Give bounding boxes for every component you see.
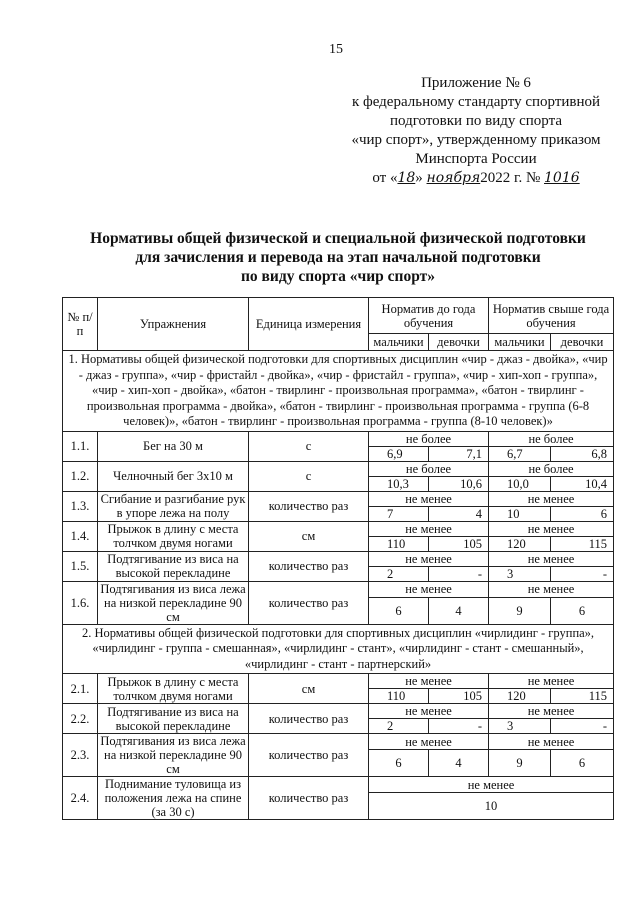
value-girls-first: - — [429, 719, 489, 734]
value-boys-first: 6,9 — [369, 446, 429, 461]
exercise-name: Подтягивание из виса на высокой перекладине — [98, 704, 249, 734]
value-boys-first: 6 — [369, 597, 429, 624]
unit: см — [249, 674, 369, 704]
value-girls-later: 115 — [551, 689, 614, 704]
exercise-name: Прыжок в длину с места толчком двумя ногами — [98, 674, 249, 704]
condition: не менее — [369, 551, 489, 566]
unit: с — [249, 461, 369, 491]
condition: не менее — [489, 581, 614, 597]
value-boys-first: 2 — [369, 719, 429, 734]
header-boys: мальчики — [369, 334, 429, 351]
value-girls-later: 10,4 — [551, 476, 614, 491]
table-row — [63, 431, 614, 446]
condition: не менее — [489, 521, 614, 536]
header-girls: девочки — [429, 334, 489, 351]
value-boys-later: 120 — [489, 536, 551, 551]
row-number: 1.4. — [63, 521, 98, 551]
value-boys-later: 9 — [489, 597, 551, 624]
row-number: 1.1. — [63, 431, 98, 461]
value-boys-first: 7 — [369, 506, 429, 521]
appendix-line: Минспорта России — [415, 151, 537, 167]
date-mid: » — [415, 170, 423, 186]
standards-table — [62, 297, 614, 820]
condition: не более — [369, 431, 489, 446]
header-boys: мальчики — [489, 334, 551, 351]
unit: количество раз — [249, 734, 369, 777]
value-boys-later: 120 — [489, 689, 551, 704]
header-girls: девочки — [551, 334, 614, 351]
value-boys-first: 2 — [369, 566, 429, 581]
row-number: 2.4. — [63, 777, 98, 820]
value-girls-first: 4 — [429, 750, 489, 777]
appendix-line: к федеральному стандарту спортивной — [351, 94, 601, 110]
title-line: для зачисления и перевода на этап начальной подготовки — [135, 249, 541, 266]
value-boys-first: 10,3 — [369, 476, 429, 491]
value-boys-later: 3 — [489, 566, 551, 581]
exercise-name: Челночный бег 3х10 м — [98, 461, 249, 491]
page-number: 15 — [329, 42, 343, 57]
value-girls-first: 105 — [429, 536, 489, 551]
table-row — [63, 777, 614, 793]
value-girls-later: - — [551, 719, 614, 734]
value-girls-first: 7,1 — [429, 446, 489, 461]
exercise-name: Бег на 30 м — [98, 431, 249, 461]
value-girls-later: 6 — [551, 750, 614, 777]
header-exercise: Упражнения — [98, 298, 249, 351]
value-boys-later: 10 — [489, 506, 551, 521]
handwritten-order-number: 1016 — [544, 170, 580, 186]
condition: не менее — [369, 521, 489, 536]
value-girls-first: 10,6 — [429, 476, 489, 491]
condition: не менее — [369, 491, 489, 506]
unit: с — [249, 431, 369, 461]
table-row — [63, 581, 614, 597]
date-year: 2022 г. № — [480, 170, 541, 186]
value-boys-later: 9 — [489, 750, 551, 777]
handwritten-day: 18 — [397, 170, 416, 186]
section-title: 1. Нормативы общей физической подготовки для спортивных дисциплин «чир - джаз - двойка», «чир - джаз - группа», «чир - фристайл - двойка», «чир - фристайл - группа», «чир - хип-хоп - группа», «чир - хип-хоп - двойка», «батон - твирлинг - произвольная программа», «батон - твирлинг - произвольная программа - двойка», «батон - твирлинг - произвольная программа - группа (6-8 человек)», «батон - твирлинг - произвольная программа - группа (8-10 человек)» — [63, 351, 614, 432]
condition: не менее — [369, 704, 489, 719]
unit: количество раз — [249, 581, 369, 624]
value-boys-first: 110 — [369, 689, 429, 704]
value-girls-first: - — [429, 566, 489, 581]
table-row — [63, 704, 614, 719]
value-girls-first: 4 — [429, 597, 489, 624]
value-boys-first: 110 — [369, 536, 429, 551]
date-prefix: от « — [372, 170, 398, 186]
exercise-name: Прыжок в длину с места толчком двумя ногами — [98, 521, 249, 551]
header-no: № п/п — [63, 298, 98, 351]
condition: не более — [489, 431, 614, 446]
condition: не менее — [489, 704, 614, 719]
table-row — [63, 734, 614, 750]
condition: не менее — [369, 581, 489, 597]
title-line: Нормативы общей физической и специальной физической подготовки — [90, 230, 586, 247]
row-number: 2.3. — [63, 734, 98, 777]
value-girls-first: 105 — [429, 689, 489, 704]
appendix-line: Приложение № 6 — [421, 75, 531, 91]
row-number: 1.3. — [63, 491, 98, 521]
exercise-name: Поднимание туловища из положения лежа на спине (за 30 с) — [98, 777, 249, 820]
appendix-line: подготовки по виду спорта — [390, 113, 562, 129]
table-row — [63, 674, 614, 689]
header-unit: Единица измерения — [249, 298, 369, 351]
unit: количество раз — [249, 491, 369, 521]
value-girls-later: 6 — [551, 597, 614, 624]
value-girls-later: 6 — [551, 506, 614, 521]
appendix-header — [340, 74, 612, 188]
table-body — [63, 351, 614, 820]
condition: не менее — [489, 674, 614, 689]
header-after-first-year: Норматив свыше года обучения — [489, 298, 614, 334]
condition: не менее — [489, 491, 614, 506]
condition: не менее — [369, 777, 614, 793]
value-boys-later: 10,0 — [489, 476, 551, 491]
row-number: 2.1. — [63, 674, 98, 704]
value-girls-first: 4 — [429, 506, 489, 521]
value-girls-later: 6,8 — [551, 446, 614, 461]
unit: см — [249, 521, 369, 551]
value-boys-first: 6 — [369, 750, 429, 777]
unit: количество раз — [249, 704, 369, 734]
title-line: по виду спорта «чир спорт» — [241, 268, 435, 285]
appendix-line: «чир спорт», утвержденному приказом — [351, 132, 601, 148]
row-number: 2.2. — [63, 704, 98, 734]
exercise-name: Подтягивания из виса лежа на низкой перекладине 90 см — [98, 734, 249, 777]
table-row — [63, 521, 614, 536]
condition: не менее — [489, 551, 614, 566]
condition: не менее — [489, 734, 614, 750]
table-row — [63, 551, 614, 566]
condition: не более — [489, 461, 614, 476]
exercise-name: Подтягивания из виса лежа на низкой перекладине 90 см — [98, 581, 249, 624]
value-boys-later: 6,7 — [489, 446, 551, 461]
section-row — [63, 624, 614, 674]
row-number: 1.2. — [63, 461, 98, 491]
handwritten-month: ноября — [426, 170, 481, 186]
order-date-line — [340, 169, 612, 188]
condition: не менее — [369, 734, 489, 750]
value-girls-later: 115 — [551, 536, 614, 551]
section-row — [63, 351, 614, 432]
condition: не более — [369, 461, 489, 476]
table-row — [63, 491, 614, 506]
document-title — [60, 229, 616, 286]
exercise-name: Подтягивание из виса на высокой перекладине — [98, 551, 249, 581]
exercise-name: Сгибание и разгибание рук в упоре лежа на полу — [98, 491, 249, 521]
unit: количество раз — [249, 777, 369, 820]
value-girls-later: - — [551, 566, 614, 581]
row-number: 1.5. — [63, 551, 98, 581]
value-boys-later: 3 — [489, 719, 551, 734]
table-row — [63, 461, 614, 476]
row-number: 1.6. — [63, 581, 98, 624]
unit: количество раз — [249, 551, 369, 581]
condition: не менее — [369, 674, 489, 689]
value: 10 — [369, 793, 614, 820]
header-first-year: Норматив до года обучения — [369, 298, 489, 334]
section-title: 2. Нормативы общей физической подготовки для спортивных дисциплин «чирлидинг - группа», «чирлидинг - группа - смешанная», «чирлидинг - стант», «чирлидинг - стант - смешанный», «чирлидинг - стант - партнерский» — [63, 624, 614, 674]
